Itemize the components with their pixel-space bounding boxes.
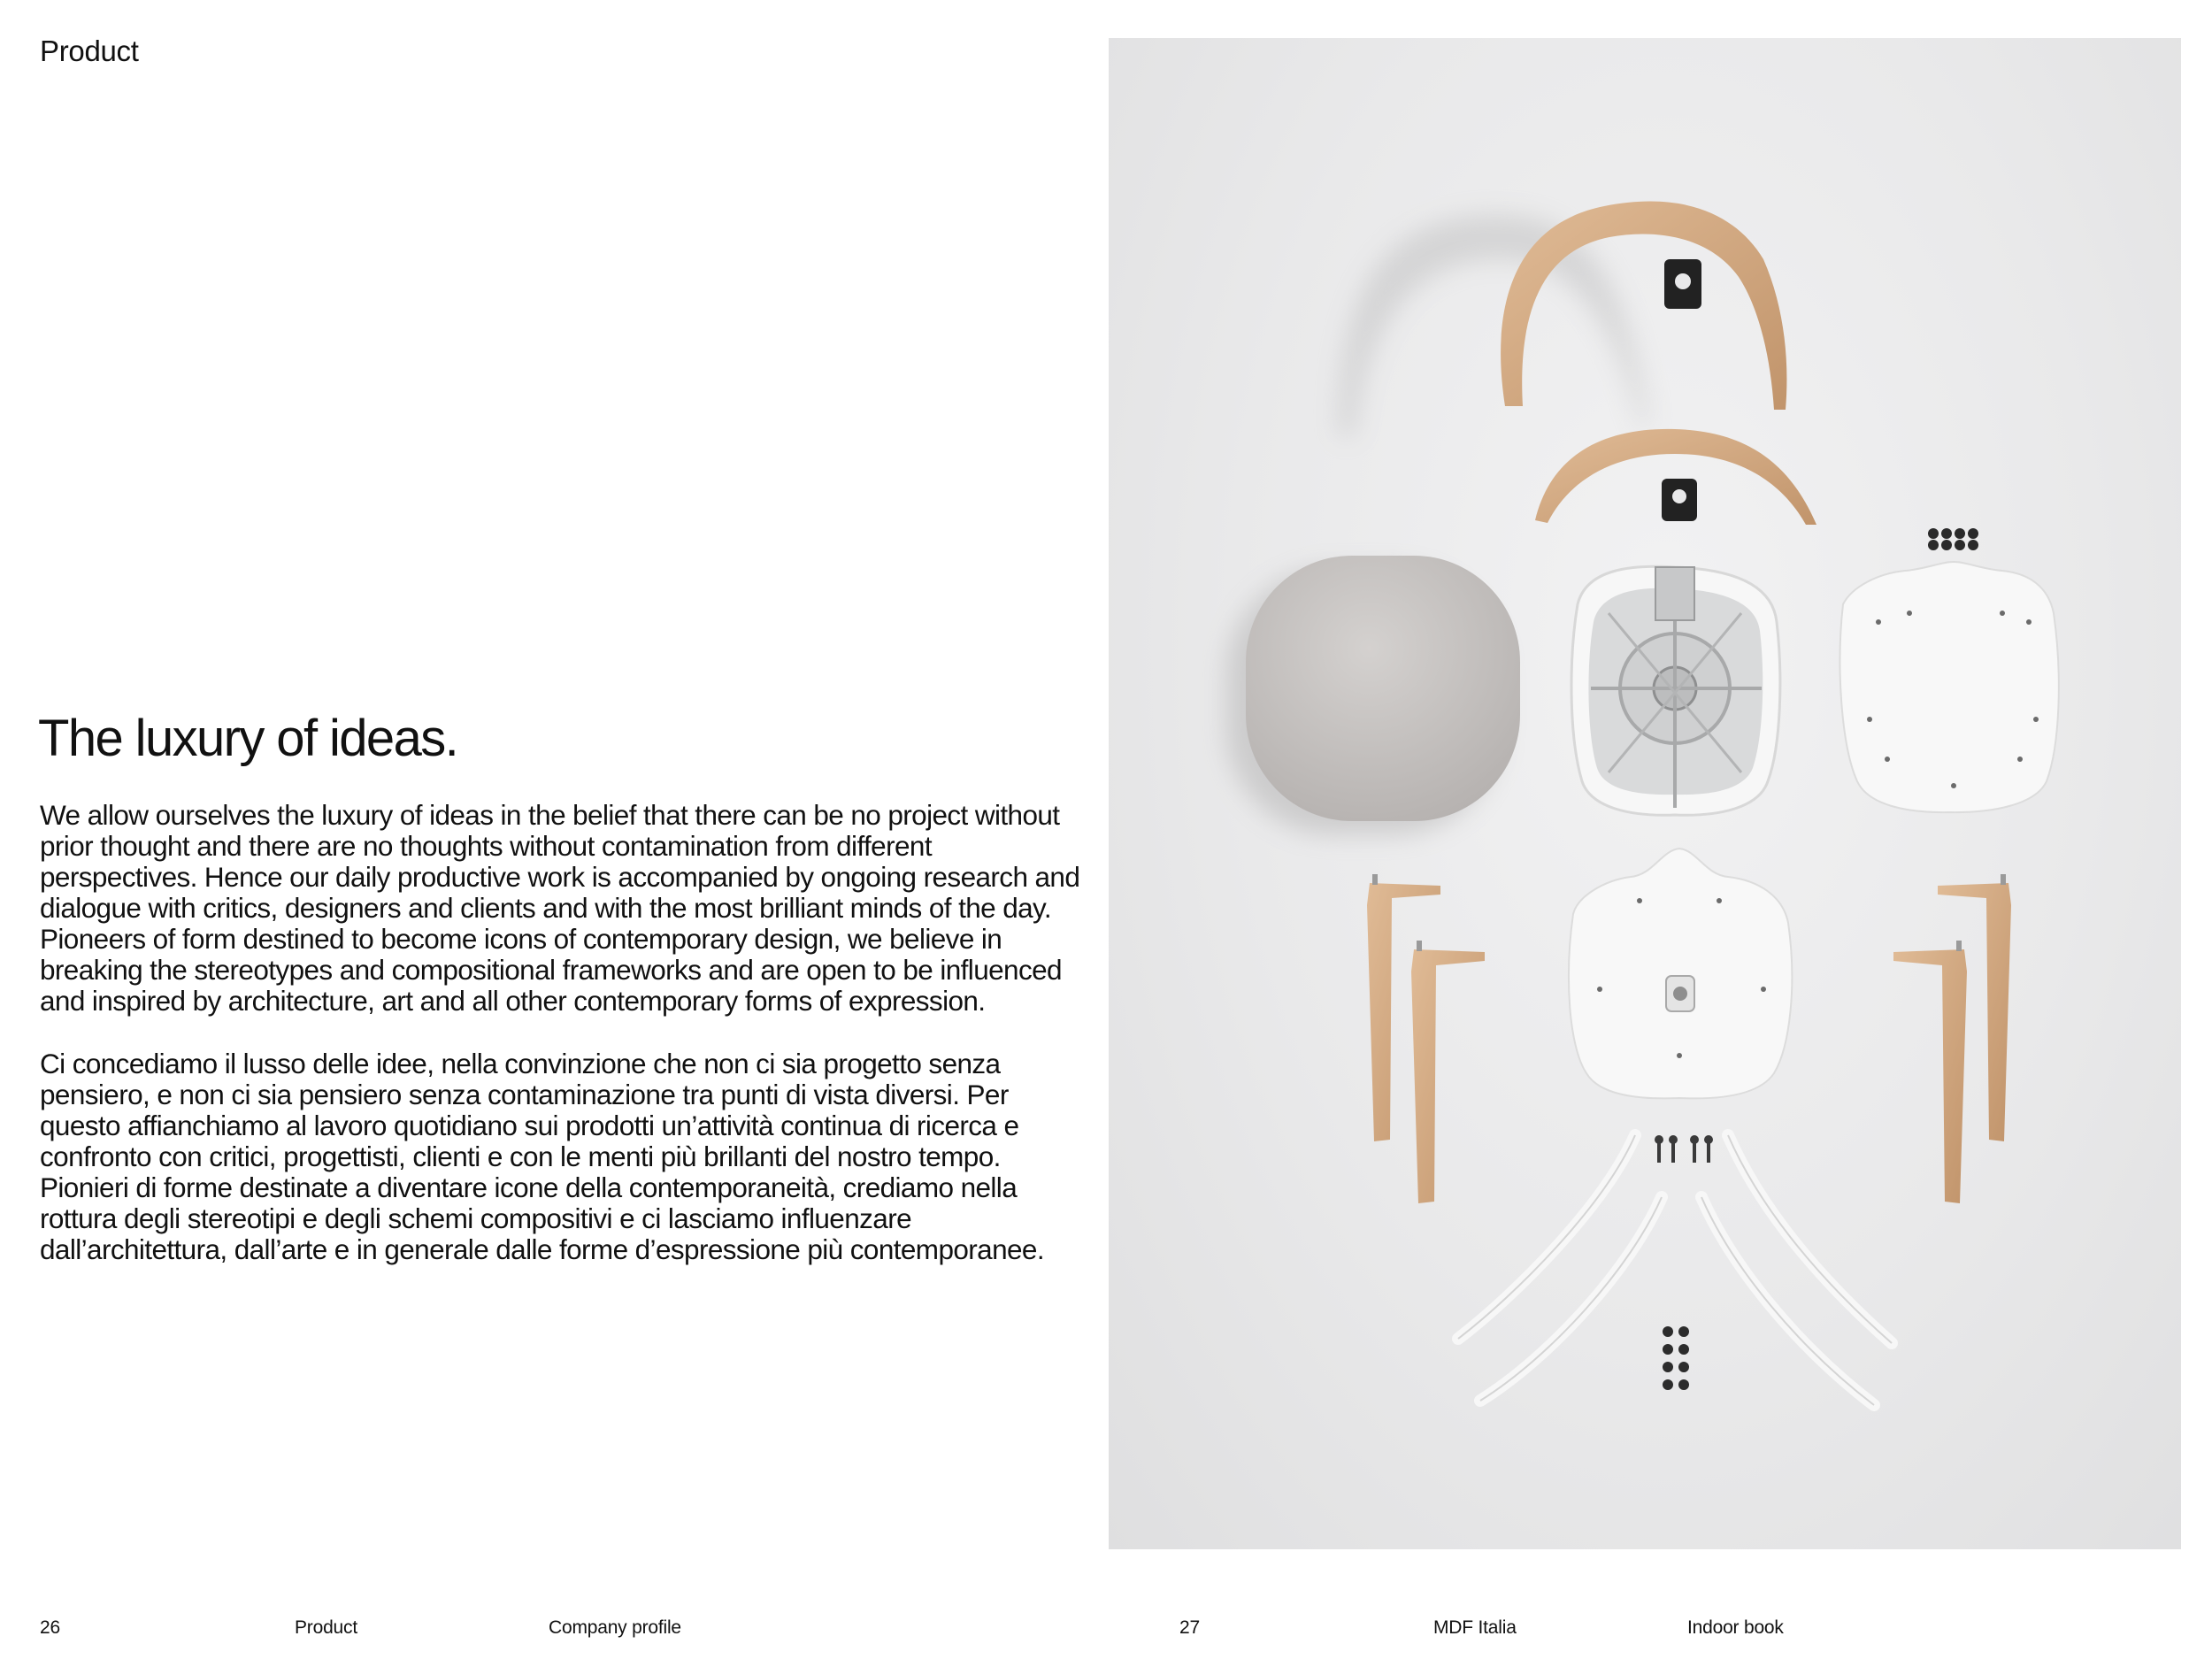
bolts-top [1928,528,1978,550]
backrest-small [1535,429,1816,525]
paragraph-italian: Ci concediamo il lusso delle idee, nella convinzione che non ci sia progetto senza pensiero, e non ci sia pensiero senza contaminazione tra punti di vista diversi. Per questo affianchiamo al lavoro quotidiano sui prodotti un’attività continua di ricerca e confronto con critici, progettisti, clienti e con le menti più brillanti del nostro tempo. Pionieri di forme destinate a diventare icone della contemporaneità, crediamo nella rottura degli stereotipi e degli schemi compositivi e ci lasciamo influenzare dall’architettura, dall’arte e in generale dalle forme d’espressione più contemporanee. [40,1048,1045,1265]
footer-left-title: Company profile [549,1617,681,1638]
backrest-large [1339,202,1786,436]
paragraph-english: We allow ourselves the luxury of ideas in the belief that there can be no project without prior thought and there are no thoughts without contamination from different perspectives. Hence our daily productive work is accompanied by ongoing research and dialogue with critics, designers and clients and with the most brilliant minds of the day. Pioneers of form destined to become icons of contemporary design, we believe in breaking the stereotypes and compositional frameworks and are open to be influenced and inspired by architecture, art and all other contemporary forms of expression. [40,799,1080,1017]
base-plate [1569,849,1792,1098]
disassembled-chair-icon [1109,38,2181,1549]
screws-middle [1655,1135,1713,1163]
footer-right-brand: MDF Italia [1433,1617,1517,1638]
headline: The luxury of ideas. [38,710,458,767]
footer-right-page-number: 27 [1179,1617,1200,1638]
seat-shell-underside [1571,566,1780,815]
footer-left-section: Product [295,1617,357,1638]
seat-cushion [1226,556,1520,834]
section-label: Product [40,35,139,67]
product-photo [1109,38,2181,1549]
body-text [40,800,1093,1297]
screws-bottom [1663,1326,1689,1390]
seat-plate [1840,562,2059,812]
footer-right-title: Indoor book [1687,1617,1784,1638]
footer-left-page-number: 26 [40,1617,60,1638]
